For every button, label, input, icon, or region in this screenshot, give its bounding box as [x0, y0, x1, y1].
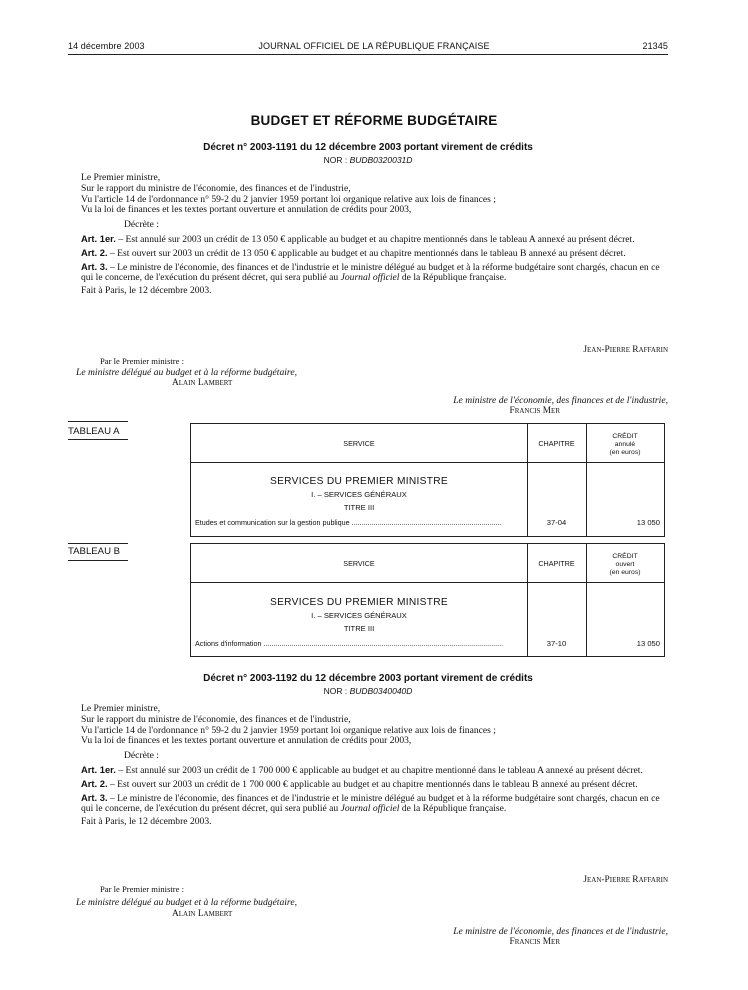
group-title: SERVICES DU PREMIER MINISTRE	[269, 597, 449, 608]
article-label: Art. 3.	[81, 791, 108, 803]
preamble-line: Vu l'article 14 de l'ordonnance n° 59-2 du 2 janvier 1959 portant loi organique relative aux lois de finances ;	[81, 193, 496, 205]
col-service: SERVICE	[343, 559, 375, 568]
col-chapitre: CHAPITRE	[538, 439, 575, 448]
header-rule	[68, 54, 668, 55]
article-label: Art. 2.	[81, 777, 108, 789]
tableau-b-label: TABLEAU B	[68, 546, 121, 557]
preamble-line: Vu l'article 14 de l'ordonnance n° 59-2 du 2 janvier 1959 portant loi organique relative aux lois de finances ;	[81, 724, 496, 736]
article-3: Art. 3. – Le ministre de l'économie, des finances et de l'industrie et le ministre délégué au budget et à la réforme budgétaire sont chargés, chacun en ce qui le concerne, de l'exécution du présent décret, qui sera publié au Journal officiel de la République française.	[81, 791, 660, 815]
col-credit: CRÉDIT annulé (en euros)	[609, 433, 641, 456]
decret-2-delegue-name: Alain Lambert	[172, 909, 233, 919]
group-sub: I. – SERVICES GÉNÉRAUX	[311, 611, 407, 620]
article-1: Art. 1er. – Est annulé sur 2003 un crédit de 13 050 € applicable au budget et au chapitre mentionnés dans le tableau A annexé au présent décret.	[81, 232, 635, 245]
preamble-line: Le Premier ministre,	[81, 172, 161, 183]
header-page-number: 21345	[642, 41, 668, 51]
tableau-a-rule-bottom	[68, 439, 128, 440]
decret-2-title: Décret n° 2003-1192 du 12 décembre 2003 portant virement de crédits	[203, 673, 533, 684]
article-1: Art. 1er. – Est annulé sur 2003 un crédit de 1 700 000 € applicable au budget et au chapitre mentionné dans le tableau A annexé au présent décret.	[81, 763, 643, 776]
table-row-credit: 13 050	[636, 518, 660, 527]
section-title: BUDGET ET RÉFORME BUDGÉTAIRE	[250, 113, 498, 128]
table-row-credit: 13 050	[636, 639, 660, 648]
col-service: SERVICE	[343, 439, 375, 448]
decret-2-nor-code: BUDB0340040D	[349, 686, 413, 696]
decret-2-delegue-title: Le ministre délégué au budget et à la réforme budgétaire,	[76, 897, 297, 908]
decret-2-ministre-title: Le ministre de l'économie, des finances et de l'industrie,	[453, 926, 668, 937]
article-label: Art. 1er.	[81, 763, 116, 775]
table-row-label: Actions d'information ........................................................................................................................	[195, 639, 504, 648]
tableau-a-rule-top	[68, 421, 128, 422]
preamble-line: Sur le rapport du ministre de l'économie, des finances et de l'industrie,	[81, 182, 351, 194]
tableau-b	[190, 543, 665, 657]
decret-2-body	[68, 704, 668, 828]
decret-1-ministre-title: Le ministre de l'économie, des finances et de l'industrie,	[453, 395, 668, 406]
group-sub: I. – SERVICES GÉNÉRAUX	[311, 490, 407, 499]
preamble-line: Le Premier ministre,	[81, 703, 161, 714]
article-label: Art. 1er.	[81, 232, 116, 244]
header-date: 14 décembre 2003	[68, 41, 145, 51]
decret-2-signatory: Jean-Pierre Raffarin	[583, 875, 668, 885]
tableau-a	[190, 423, 665, 537]
table-row-label: Etudes et communication sur la gestion publique ...........................................................................	[195, 518, 502, 527]
preamble-line: Sur le rapport du ministre de l'économie, des finances et de l'industrie,	[81, 713, 351, 725]
decret-1-nor-code: BUDB0320031D	[349, 155, 413, 165]
table-row-chapitre: 37-04	[546, 518, 567, 527]
decret-1-delegue-title: Le ministre délégué au budget et à la réforme budgétaire,	[76, 367, 297, 378]
decret-1-ministre-name: Francis Mer	[509, 406, 560, 416]
decret-1-par-le: Par le Premier ministre :	[100, 356, 185, 366]
header-journal-title: JOURNAL OFFICIEL DE LA RÉPUBLIQUE FRANÇAISE	[258, 41, 490, 51]
decret-1-nor: NOR : BUDB0320031D	[323, 155, 413, 165]
tableau-a-label: TABLEAU A	[68, 426, 120, 437]
group-title: SERVICES DU PREMIER MINISTRE	[269, 476, 449, 487]
article-2: Art. 2. – Est ouvert sur 2003 un crédit de 13 050 € applicable au budget et au chapitre mentionnés dans le tableau B annexé au présent décret.	[81, 246, 626, 259]
article-label: Art. 3.	[81, 260, 108, 272]
decret-2-par-le: Par le Premier ministre :	[100, 884, 185, 894]
article-label: Art. 2.	[81, 246, 108, 258]
fait-a-paris: Fait à Paris, le 12 décembre 2003.	[81, 816, 212, 828]
tableau-b-rule-top	[68, 543, 128, 544]
decret-1-body	[68, 173, 668, 297]
decrete: Décrète :	[124, 750, 159, 762]
article-3: Art. 3. – Le ministre de l'économie, des finances et de l'industrie et le ministre délégué au budget et à la réforme budgétaire sont chargés, chacun en ce qui le concerne, de l'exécution du présent décret, qui sera publié au Journal officiel de la République française.	[81, 260, 660, 284]
preamble-line: Vu la loi de finances et les textes portant ouverture et annulation de crédits pour 2003,	[81, 735, 412, 747]
decret-1-signatory: Jean-Pierre Raffarin	[583, 345, 668, 355]
col-chapitre: CHAPITRE	[538, 559, 575, 568]
fait-a-paris: Fait à Paris, le 12 décembre 2003.	[81, 285, 212, 297]
tableau-b-rule-bottom	[68, 560, 128, 561]
decret-2-nor: NOR : BUDB0340040D	[323, 686, 413, 696]
decret-1-title: Décret n° 2003-1191 du 12 décembre 2003 portant virement de crédits	[203, 142, 533, 153]
group-titre: TITRE III	[343, 503, 375, 512]
col-credit: CRÉDIT ouvert (en euros)	[609, 553, 641, 576]
preamble-line: Vu la loi de finances et les textes portant ouverture et annulation de crédits pour 2003,	[81, 204, 412, 216]
decret-1-delegue-name: Alain Lambert	[172, 378, 233, 388]
decrete: Décrète :	[124, 219, 159, 231]
decret-2-ministre-name: Francis Mer	[509, 937, 560, 947]
table-row-chapitre: 37-10	[546, 639, 567, 648]
group-titre: TITRE III	[343, 624, 375, 633]
article-2: Art. 2. – Est ouvert sur 2003 un crédit de 1 700 000 € applicable au budget et au chapitre mentionnés dans le tableau B annexé au présent décret.	[81, 777, 638, 790]
